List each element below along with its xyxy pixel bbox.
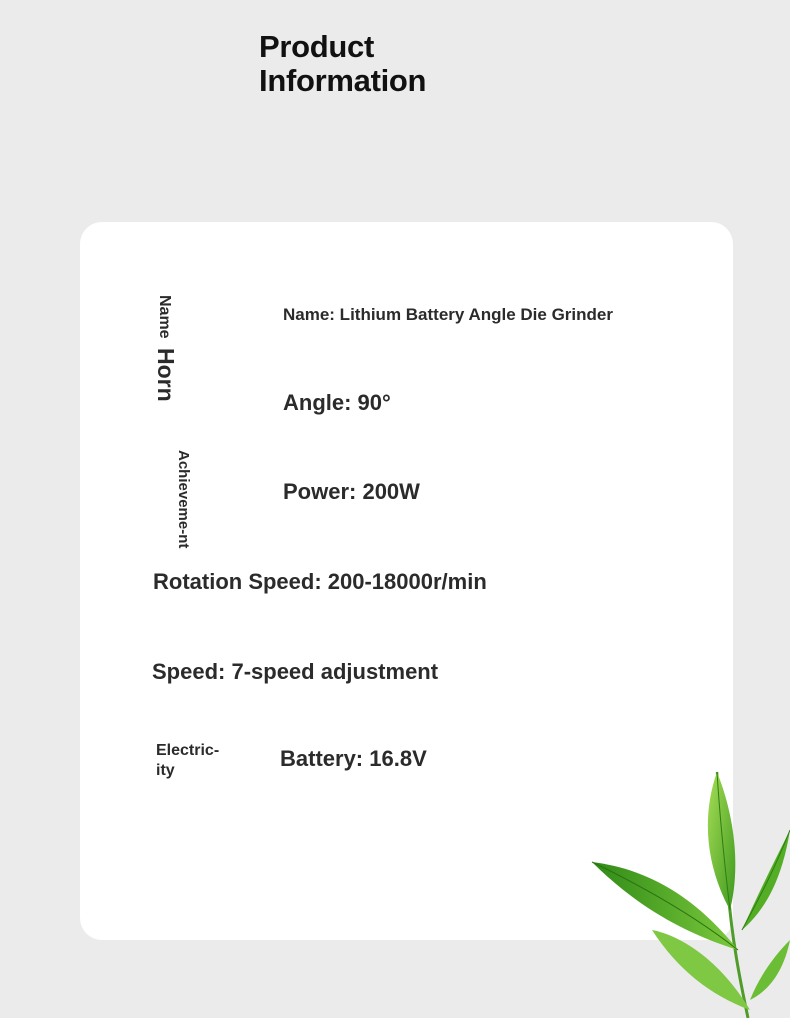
label-achievement-vertical: Achieveme-nt [175, 450, 192, 549]
page-title-line-1: Product [259, 29, 375, 64]
label-electricity-line-2: ity [156, 762, 175, 779]
spec-power: Power: 200W [283, 479, 420, 504]
spec-speed: Speed: 7-speed adjustment [152, 659, 439, 684]
label-horn-vertical: Horn [153, 348, 179, 402]
label-name-vertical: Name [156, 295, 173, 339]
spec-battery: Battery: 16.8V [280, 746, 427, 771]
spec-rotation-speed: Rotation Speed: 200-18000r/min [153, 569, 487, 594]
page-title [259, 30, 539, 98]
label-electricity-line-1: Electric- [156, 742, 220, 759]
label-electricity [156, 741, 236, 781]
spec-name: Name: Lithium Battery Angle Die Grinder [283, 305, 613, 324]
spec-angle: Angle: 90° [283, 390, 391, 415]
page-title-line-2: Information [259, 63, 427, 98]
bamboo-leaves-icon [560, 760, 790, 1018]
